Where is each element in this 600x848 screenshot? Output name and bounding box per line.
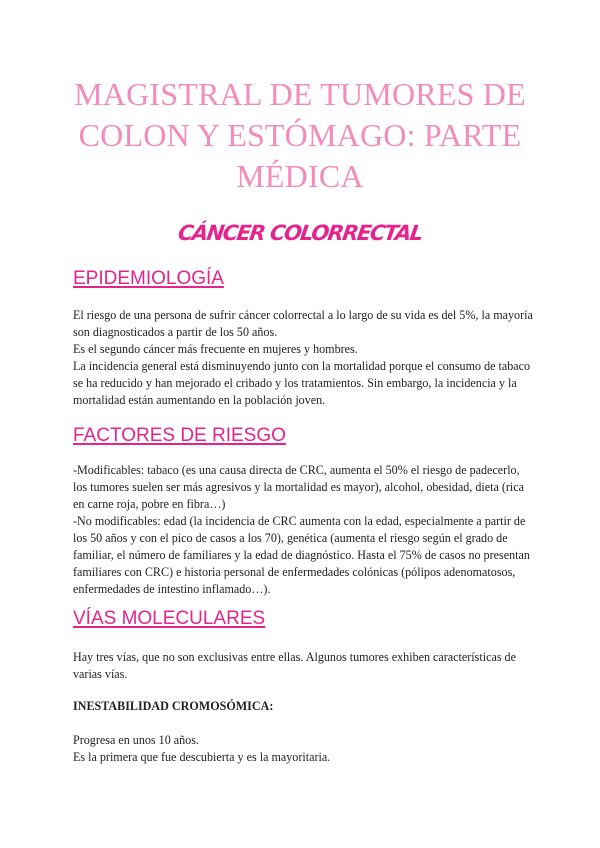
paragraph: La incidencia general está disminuyendo junto con la mortalidad porque el consumo de tabaco se ha reducido y han mejorado el cribado y los tratamientos. Sin embargo, la incidencia y la mortalidad están aumentando en la población joven.	[73, 359, 531, 407]
section-heading-epidemiologia: EPIDEMIOLOGÍA	[73, 268, 224, 289]
paragraph: Es el segundo cáncer más frecuente en mujeres y hombres.	[73, 342, 358, 356]
paragraph: Progresa en unos 10 años.	[73, 733, 199, 747]
paragraph: Es la primera que fue descubierta y es la mayoritaria.	[73, 750, 331, 764]
section-body-factores-de-riesgo	[73, 462, 533, 598]
section-intro-vias-moleculares	[73, 649, 533, 683]
page-subtitle: CÁNCER COLORRECTAL	[176, 221, 424, 245]
paragraph: El riesgo de una persona de sufrir cáncer colorrectal a lo largo de su vida es del 5%, la mayoría son diagnosticados a partir de los 50 años.	[73, 308, 533, 339]
paragraph: -Modificables: tabaco (es una causa directa de CRC, aumenta el 50% el riesgo de padecerlo, los tumores suelen ser más agresivos y la mortalidad es mayor), alcohol, obesidad, dieta (rica en carne roja, pobre en fibra…)	[73, 463, 525, 511]
subsection-heading-inestabilidad: INESTABILIDAD CROMOSÓMICA:	[73, 699, 274, 713]
page-title: MAGISTRAL DE TUMORES DE COLON Y ESTÓMAGO: PARTE MÉDICA	[74, 76, 526, 194]
section-heading-vias-moleculares: VÍAS MOLECULARES	[73, 608, 266, 629]
paragraph: -No modificables: edad (la incidencia de CRC aumenta con la edad, especialmente a partir de los 50 años y con el pico de casos a los 70), genética (aumenta el riesgo según el grado de familiar, el número de familiares y la edad de diagnóstico. Hasta el 75% de casos no presentan familiares con CRC) e historia personal de enfermedades colónicas (pólipos adenomatosos, enfermedades de intestino inflamado…).	[73, 514, 530, 596]
subsection-body-inestabilidad	[73, 732, 533, 766]
paragraph: Hay tres vías, que no son exclusivas entre ellas. Algunos tumores exhiben características de varias vías.	[73, 650, 516, 681]
section-heading-factores-de-riesgo: FACTORES DE RIESGO	[73, 425, 286, 446]
section-body-epidemiologia	[73, 307, 533, 409]
